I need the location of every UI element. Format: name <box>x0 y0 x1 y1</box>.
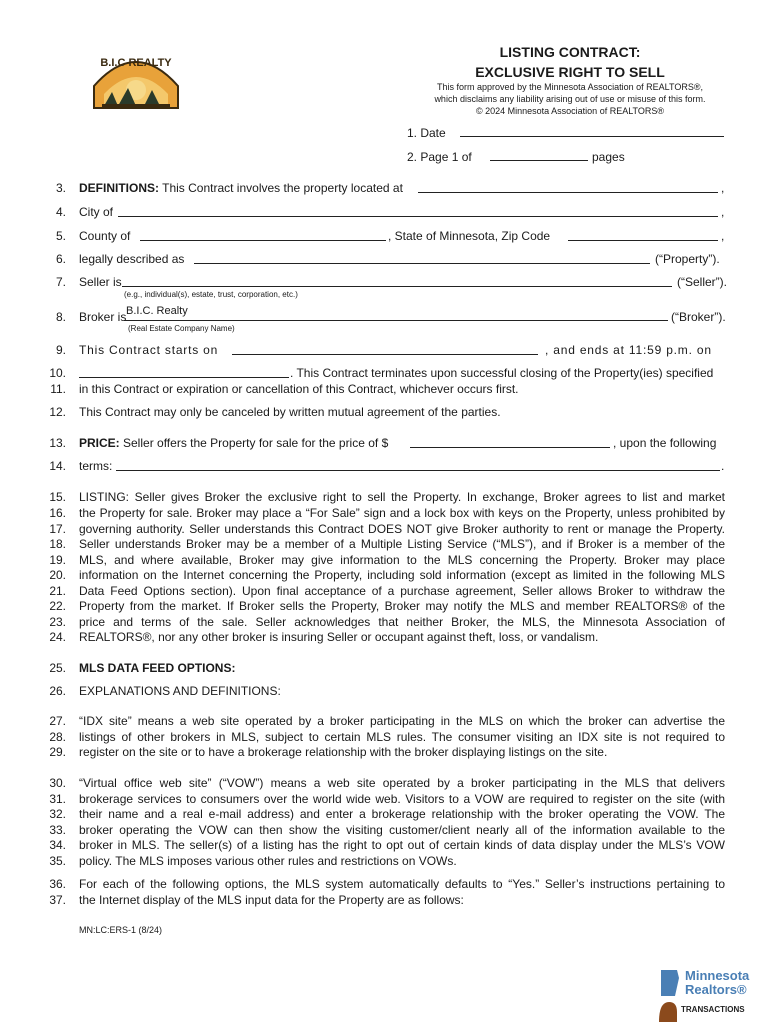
page-count-field[interactable] <box>490 160 588 161</box>
terms-field[interactable] <box>116 470 720 471</box>
seller-label: Seller is <box>79 275 122 289</box>
line-number: 11. <box>50 382 66 396</box>
line-number: 24. <box>49 630 66 644</box>
termination-text: . This Contract terminates upon successful closing of the Property(ies) specified <box>290 366 714 380</box>
line-number: 26. <box>49 684 66 698</box>
county-field[interactable] <box>140 240 386 241</box>
line-number: 7. <box>55 275 66 289</box>
brand-name-3: TRANSACTIONS <box>681 1005 745 1014</box>
line-number: 5. <box>55 229 66 243</box>
line-number: 19. <box>49 553 66 567</box>
broker-label: Broker is <box>79 310 127 324</box>
seller-hint: (e.g., individual(s), estate, trust, corporation, etc.) <box>124 290 298 299</box>
line-number: 18. <box>49 537 66 551</box>
brand-name-1: Minnesota <box>685 968 750 983</box>
price-text: Seller offers the Property for sale for the price of $ <box>119 436 389 450</box>
state-zip-label: , State of Minnesota, Zip Code <box>388 229 551 243</box>
line-number: 4. <box>55 205 66 219</box>
seller-field[interactable] <box>122 286 672 287</box>
comma: , <box>721 229 725 243</box>
line-number: 37. <box>49 893 66 907</box>
line-number: 28. <box>49 730 66 744</box>
seller-tag: (“Seller”). <box>677 275 727 289</box>
listing-line: Seller understands Broker may be a member of a Multiple Listing Service (“MLS”), and if Broker is a member of the <box>79 537 725 551</box>
listing-line: MLS, and where available, Broker may give information to the MLS concerning the Property. Broker may place <box>79 553 725 567</box>
approval-line1: This form approved by the Minnesota Association of REALTORS®, <box>437 82 703 92</box>
line-number: 15. <box>49 490 66 504</box>
end-label: , and ends at 11:59 p.m. on <box>545 343 712 357</box>
line-number: 12. <box>49 405 66 419</box>
comma: , <box>721 205 725 219</box>
end-date-field[interactable] <box>79 377 289 378</box>
form-title-line1: LISTING CONTRACT: <box>499 44 641 60</box>
line-number: 27. <box>49 714 66 728</box>
listing-line: REALTORS®, nor any other broker is insuring Seller or occupant against theft, loss, or vandalism. <box>79 630 599 644</box>
line-number: 14. <box>49 459 66 473</box>
minnesota-realtors-logo <box>655 966 765 1024</box>
page-label: 2. Page 1 of <box>407 150 472 164</box>
price-suffix: , upon the following <box>613 436 717 450</box>
form-title-line2: EXCLUSIVE RIGHT TO SELL <box>475 64 665 80</box>
listing-line: price and terms of the sale. Seller acknowledges that neither Broker, the MLS, the Minnesota Association of <box>79 615 725 629</box>
broker-field[interactable] <box>124 320 668 321</box>
line-number: 17. <box>49 522 66 536</box>
terms-label: terms: <box>79 459 113 473</box>
broker-value[interactable]: B.I.C. Realty <box>126 305 188 317</box>
date-field[interactable] <box>460 136 724 137</box>
approval-line3: © 2024 Minnesota Association of REALTORS® <box>475 106 665 116</box>
defaults-line: For each of the following options, the MLS system automatically defaults to “Yes.” Seller’s instructions pertaining to <box>79 877 725 891</box>
line-number: 34. <box>49 838 66 852</box>
line-number: 35. <box>49 854 66 868</box>
termination-text-2: in this Contract or expiration or cancellation of this Contract, whichever occurs first. <box>79 382 519 396</box>
vow-line: “Virtual office web site” (“VOW”) means a web site operated by a broker participating in the MLS that delivers <box>79 776 725 790</box>
listing-line: information on the Internet concerning the Property, including sold information (except as limited in the following MLS <box>79 568 725 582</box>
line-number: 23. <box>49 615 66 629</box>
mls-heading: MLS DATA FEED OPTIONS: <box>79 661 236 675</box>
vow-line: broker in MLS. The seller(s) of a listing has the right to opt out of certain kinds of data display under the MLS’s VOW <box>79 838 725 852</box>
pages-word: pages <box>592 150 625 164</box>
definitions-heading: DEFINITIONS: <box>79 181 159 195</box>
idx-line: register on the site or to have a brokerage relationship with the broker displaying listings on the site. <box>79 745 608 759</box>
defaults-line: the Internet display of the MLS input data for the Property are as follows: <box>79 893 464 907</box>
line-number: 21. <box>49 584 66 598</box>
approval-line2: which disclaims any liability arising out of use or misuse of this form. <box>434 94 706 104</box>
line-number: 32. <box>49 807 66 821</box>
city-label: City of <box>79 205 114 219</box>
price-field[interactable] <box>410 447 610 448</box>
city-field[interactable] <box>118 216 718 217</box>
line-number: 10. <box>49 366 66 380</box>
mls-subheading: EXPLANATIONS AND DEFINITIONS: <box>79 684 281 698</box>
property-tag: (“Property”). <box>655 252 720 266</box>
broker-hint: (Real Estate Company Name) <box>128 324 235 333</box>
listing-line: Property from the market. If Broker sells the Property, Broker may notify the MLS and member REALTORS® of the <box>79 599 725 613</box>
period: . <box>721 459 725 473</box>
property-address-field[interactable] <box>418 192 718 193</box>
line-number: 31. <box>49 792 66 806</box>
line-number: 36. <box>49 877 66 891</box>
date-label: 1. Date <box>407 126 446 140</box>
county-label: County of <box>79 229 131 243</box>
vow-line: policy. The MLS imposes various other rules and restrictions on VOWs. <box>79 854 457 868</box>
line-number: 22. <box>49 599 66 613</box>
line-number: 20. <box>49 568 66 582</box>
line-number: 6. <box>55 252 66 266</box>
legal-description-field[interactable] <box>194 263 650 264</box>
line-number: 3. <box>55 181 66 195</box>
line-number: 9. <box>55 343 66 357</box>
line-number: 25. <box>49 661 66 675</box>
line-number: 13. <box>49 436 66 450</box>
vow-line: brokerage services to consumers over the world wide web. Visitors to a VOW are required to register on the site (with <box>79 792 725 806</box>
zip-field[interactable] <box>568 240 718 241</box>
idx-line: listings of other brokers in MLS, subject to certain MLS rules. The consumer visiting an IDX site is not required to <box>79 730 725 744</box>
legal-description-label: legally described as <box>79 252 185 266</box>
line-number: 33. <box>49 823 66 837</box>
company-logo <box>88 46 184 112</box>
vow-line: broker operating the VOW can then show the visiting customer/client nearly all of the information available to the <box>79 823 725 837</box>
line-number: 30. <box>49 776 66 790</box>
price-heading: PRICE: <box>79 436 120 450</box>
line-number: 16. <box>49 506 66 520</box>
logo-text: B.I.C REALTY <box>100 57 172 69</box>
line-number: 8. <box>55 310 66 324</box>
brand-name-2: Realtors® <box>685 982 747 997</box>
start-label: This Contract starts on <box>79 343 219 357</box>
definitions-text: This Contract involves the property located at <box>159 181 403 195</box>
line-number: 29. <box>49 745 66 759</box>
listing-line: LISTING: Seller gives Broker the exclusive right to sell the Property. In exchange, Broker agrees to list and market <box>79 490 725 504</box>
comma: , <box>721 181 725 195</box>
cancellation-text: This Contract may only be canceled by written mutual agreement of the parties. <box>79 405 501 419</box>
form-code: MN:LC:ERS-1 (8/24) <box>79 925 163 935</box>
listing-line: governing authority. Seller understands this Contract DOES NOT give Broker authority to rent or manage the Property. <box>79 522 725 536</box>
listing-line: the Property for sale. Broker may place a “For Sale” sign and a lock box with keys on the Property, unless prohibited by <box>79 506 725 520</box>
start-date-field[interactable] <box>232 354 538 355</box>
listing-line: Data Feed Options section). Upon final acceptance of a purchase agreement, Seller allows Broker to withdraw the <box>79 584 725 598</box>
broker-tag: (“Broker”). <box>671 310 726 324</box>
vow-line: their name and a real e-mail address) and enter a brokerage relationship with the broker operating the VOW. The <box>79 807 725 821</box>
idx-line: “IDX site” means a web site operated by a broker participating in the MLS on which the broker can advertise the <box>79 714 725 728</box>
